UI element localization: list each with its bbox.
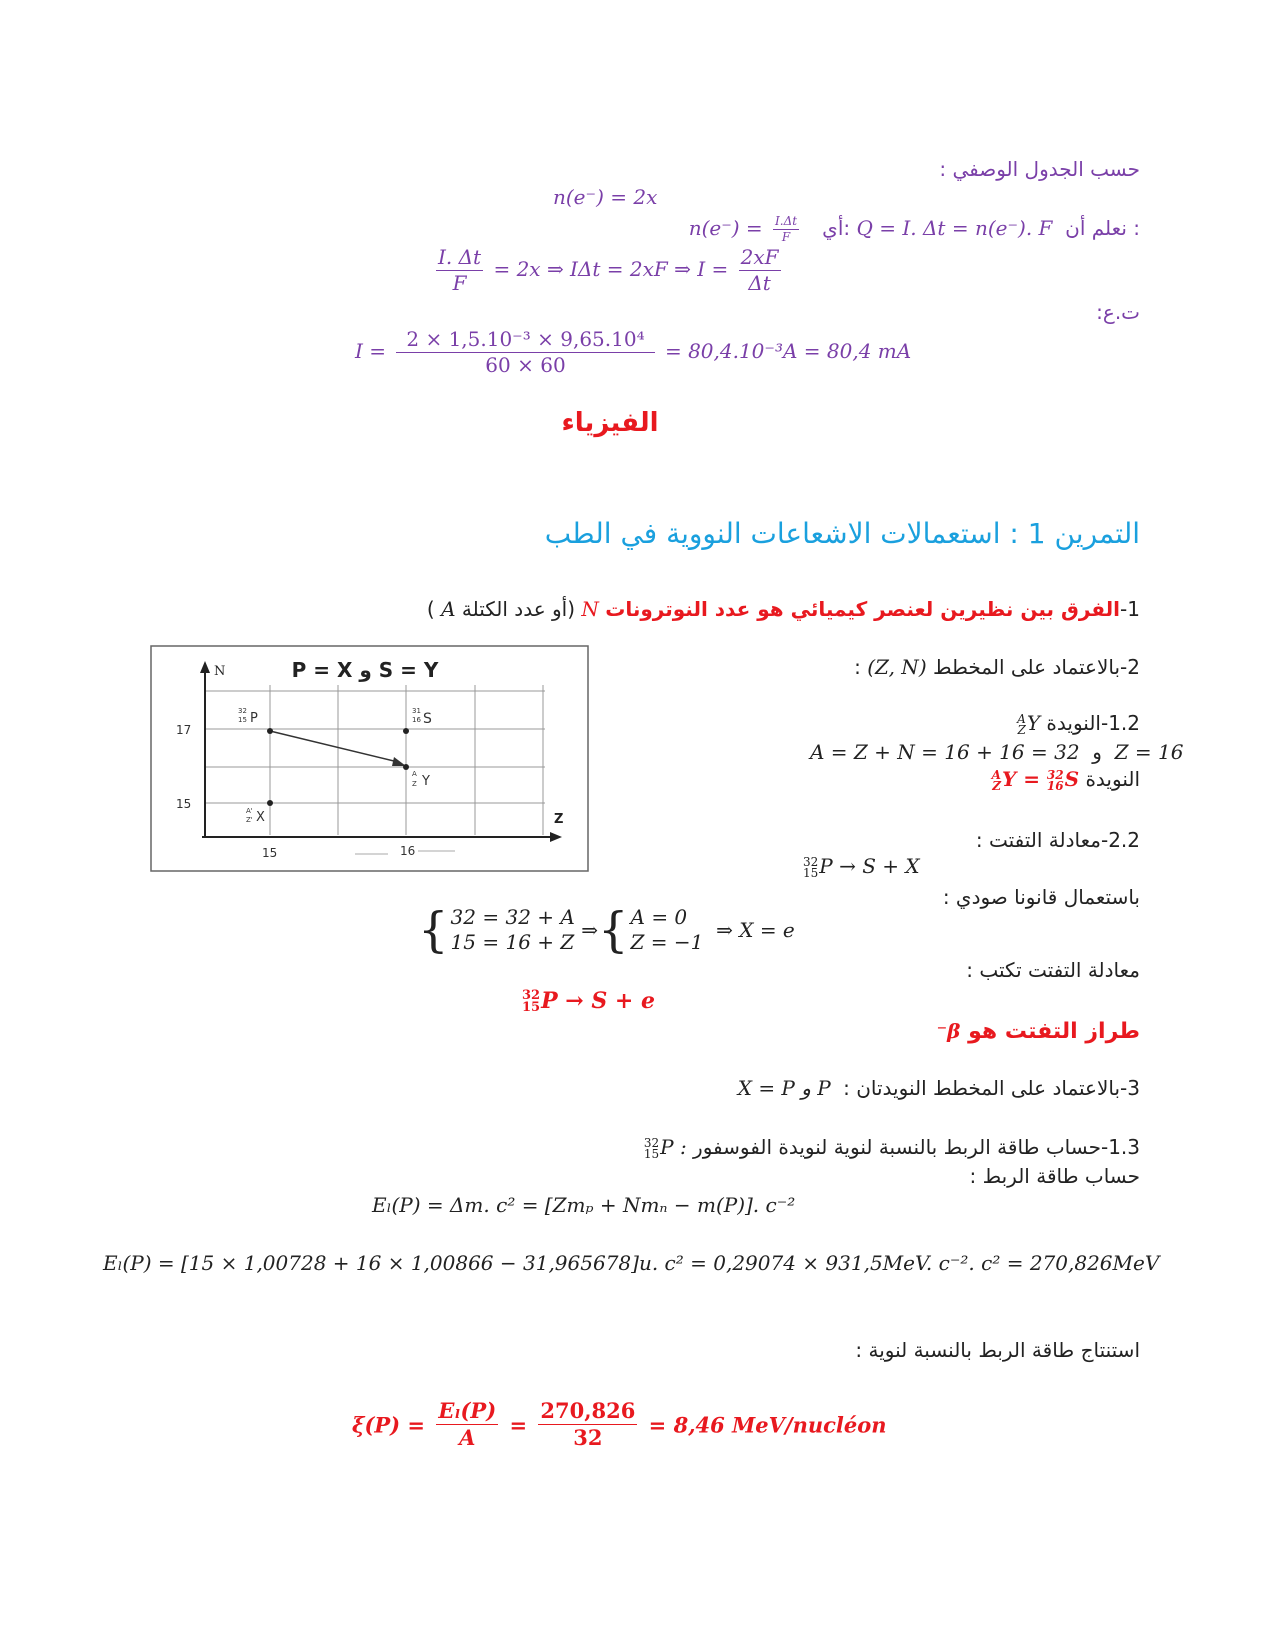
- lbl-p-z: 15: [238, 716, 247, 724]
- eq-ratio: [432, 245, 785, 296]
- lbl-y-a: A: [412, 770, 417, 778]
- segre-chart: [150, 645, 590, 873]
- q3-intro-text: 3-بالاعتماد على المخطط النويدتان :: [843, 1076, 1140, 1100]
- q21-Z: Z: [1017, 722, 1026, 737]
- q21-eq-Z: Z = 16: [1114, 740, 1184, 764]
- q31-label: [644, 1135, 1140, 1159]
- q2-intro-text: 2-بالاعتماد على المخطط: [932, 655, 1140, 679]
- eq-ra-num: I. Δt: [438, 245, 482, 269]
- eq-q-line: [689, 214, 1140, 245]
- q21-Y: Y: [1026, 711, 1041, 735]
- q21-nuclide-label: النويدة: [1085, 767, 1140, 791]
- soddy-label: باستعمال قانونا صودي :: [942, 885, 1140, 909]
- q22-eq-text: P → S + X: [819, 854, 920, 878]
- q21-eq-A: A = Z + N = 16 + 16 = 32: [810, 740, 1080, 764]
- q21-eqs: [810, 740, 1184, 764]
- xi-frac2: [538, 1398, 637, 1452]
- xi-eq: [352, 1398, 887, 1452]
- lbl-s-z: 16: [412, 716, 421, 724]
- q21-res-32: 32: [1046, 767, 1064, 782]
- lbl-x-a: A': [246, 807, 253, 815]
- section-title: الفيزياء: [561, 408, 659, 438]
- eq-n-fraction: [773, 214, 799, 245]
- q22-p-indices: 32 15: [803, 854, 819, 880]
- sys1-l1: 32 = 32 + A: [450, 905, 575, 929]
- q1-line: [427, 597, 1140, 621]
- te-label: ت.ع:: [1096, 300, 1140, 324]
- eq-ra-den: F: [452, 271, 467, 295]
- q21-res-s-indices: [1046, 767, 1064, 793]
- xi-den1: A: [459, 1425, 476, 1451]
- final-decay-eq: [522, 988, 655, 1014]
- axis-n-label: N: [214, 664, 226, 679]
- eq-I-prefix: I =: [355, 339, 387, 363]
- eq-n-prefix: n(e⁻) =: [688, 216, 763, 240]
- q21-line: [1017, 711, 1140, 735]
- eq-I-frac: [396, 327, 654, 378]
- decay-type: [937, 1019, 1140, 1044]
- q22-label: 2.2-معادلة التفتت :: [975, 828, 1140, 852]
- q31-nuclide: 32 15 P :: [643, 1135, 687, 1161]
- lbl-s: S: [423, 711, 432, 727]
- soddy-system: [418, 902, 795, 958]
- implies-1: ⇒: [581, 918, 598, 942]
- point-p: [267, 728, 273, 734]
- q21-res-Y: Y =: [1001, 767, 1040, 791]
- sys2: [631, 905, 704, 955]
- q1-number: 1-: [1120, 597, 1140, 621]
- xi-prefix: ξ(P) =: [352, 1412, 426, 1438]
- q21-nuclide: [1017, 711, 1040, 735]
- eq-n-2x: n(e⁻) = 2x: [553, 185, 658, 209]
- q21-res-A: A: [991, 767, 1001, 782]
- q1-N: N: [581, 597, 599, 621]
- implies-2: ⇒: [716, 918, 733, 942]
- eq-ra-frac1: [436, 245, 483, 296]
- ay-label: أي:: [822, 216, 851, 240]
- xi-eq-sign: =: [509, 1412, 528, 1438]
- decay-type-value: β⁻: [936, 1019, 961, 1043]
- sys-result: X = e: [739, 918, 795, 942]
- xi-num2: 270,826: [538, 1398, 637, 1425]
- xi-den2: 32: [573, 1425, 603, 1451]
- point-y: [403, 764, 409, 770]
- lbl-p-a: 32: [238, 707, 247, 715]
- brace-1: {: [418, 902, 449, 958]
- q21-A: A: [1017, 711, 1026, 726]
- sys1: [451, 905, 575, 955]
- q2-intro: [854, 655, 1140, 679]
- tick-17: 17: [176, 723, 192, 737]
- q2-zn: (Z, N): [867, 655, 927, 679]
- final-eq-text: P → S + e: [541, 988, 656, 1014]
- eq-I-result: = 80,4.10⁻³A = 80,4 mA: [664, 339, 912, 363]
- q2-colon: :: [854, 655, 861, 679]
- q1-close: ): [426, 597, 435, 621]
- q1-A: A: [441, 597, 456, 621]
- chart-title: S = Y و P = X: [291, 658, 439, 682]
- brace-2: {: [597, 902, 629, 958]
- eq-ra-mid: = 2x ⇒ IΔt = 2xF ⇒ I =: [493, 257, 729, 281]
- sys2-l2: Z = −1: [630, 930, 704, 954]
- tick-z15: 15: [262, 846, 278, 860]
- eq-Q: Q = I. Δt = n(e⁻). F: [856, 216, 1053, 240]
- eq-ra-num2: 2xF: [740, 245, 779, 269]
- eq-n-den: F: [781, 230, 791, 244]
- eq-I: [355, 327, 911, 378]
- q31-label-text: 1.3-حساب طاقة الربط بالنسبة لنوية لنويدة الفوسفور: [693, 1135, 1140, 1159]
- decay-type-label: طراز التفتت هو: [968, 1019, 1140, 1044]
- eq-I-den: 60 × 60: [485, 353, 566, 377]
- know-label: نعلم أن :: [1065, 216, 1140, 240]
- writes-label: معادلة التفتت تكتب :: [966, 958, 1140, 982]
- eq-ra-frac2: [739, 245, 781, 296]
- sys2-l1: A = 0: [630, 905, 688, 929]
- q1-red-text: الفرق بين نظيرين لعنصر كيميائي هو عدد النوترونات: [605, 597, 1121, 621]
- lbl-y-z: Z: [412, 780, 417, 788]
- el-num: Eₗ(P) = [15 × 1,00728 + 16 × 1,00866 − 31,965678]u. c² = 0,29074 × 931,5MeV. c⁻². c² = 270,826MeV: [103, 1251, 1160, 1275]
- lbl-y: Y: [422, 774, 430, 789]
- q1-rest: (أو عدد الكتلة: [461, 597, 576, 621]
- xi-result: = 8,46 MeV/nucléon: [648, 1412, 887, 1438]
- eq-I-num: 2 × 1,5.10⁻³ × 9,65.10⁴: [396, 327, 654, 353]
- deduce-label: استنتاج طاقة الربط بالنسبة لنوية :: [855, 1338, 1140, 1362]
- table-label: حسب الجدول الوصفي :: [939, 157, 1140, 181]
- eq-ra-den2: Δt: [748, 271, 771, 295]
- point-s: [403, 728, 409, 734]
- q21-result-eq: [992, 767, 1079, 791]
- q21-res-S: S: [1064, 767, 1080, 791]
- tick-15: 15: [176, 797, 192, 811]
- tick-z16: 16: [400, 844, 416, 858]
- q3-intro: [738, 1076, 1140, 1100]
- el-def: Eₗ(P) = Δm. c² = [Zmₚ + Nmₙ − m(P)]. c⁻²: [372, 1193, 796, 1217]
- lbl-s-a: 31: [412, 707, 421, 715]
- exercise-title: التمرين 1 : استعمالات الاشعاعات النووية في الطب: [544, 517, 1140, 550]
- point-x: [267, 800, 273, 806]
- q21-res-Z: Z: [992, 778, 1001, 793]
- q21-nuc-indices: [1017, 711, 1026, 737]
- lbl-x-z: Z': [246, 816, 253, 824]
- q3-eq: X = P و P: [737, 1076, 831, 1100]
- q22-eq-decay: [803, 854, 920, 878]
- lbl-x: X: [256, 810, 265, 825]
- final-p-indices: 32 15: [522, 988, 541, 1015]
- xi-num1: Eₗ(P): [436, 1398, 498, 1425]
- q21-wa: و: [1092, 740, 1102, 764]
- xi-frac1: [436, 1398, 498, 1452]
- axis-z-label: Z: [554, 812, 564, 827]
- q21-res-16: 16: [1046, 778, 1064, 793]
- lbl-p: P: [250, 711, 258, 726]
- binding-label: حساب طاقة الربط :: [969, 1164, 1140, 1188]
- q21-result: [992, 767, 1140, 791]
- eq-n-num: I.Δt: [775, 214, 798, 228]
- q21-res-indices: [991, 767, 1001, 793]
- sys1-l2: 15 = 16 + Z: [450, 930, 575, 954]
- q21-label: 1.2-النويدة: [1046, 711, 1140, 735]
